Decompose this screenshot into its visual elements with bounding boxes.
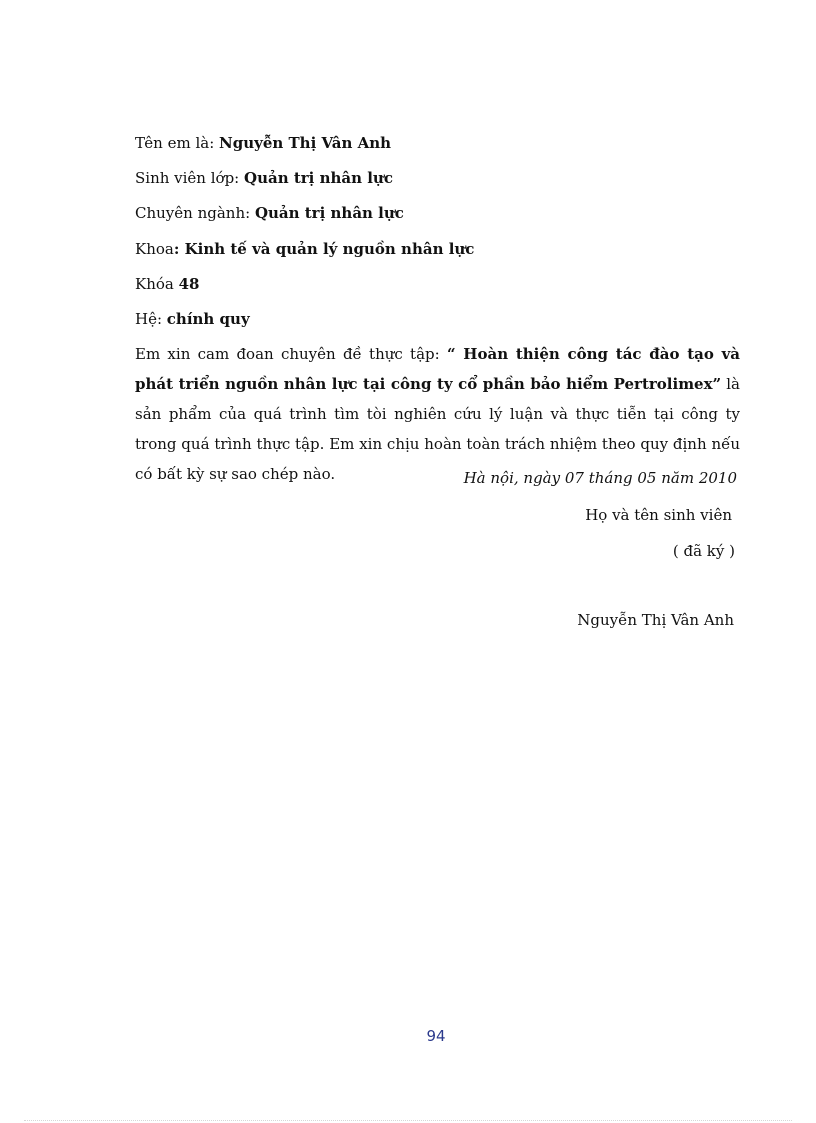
student-name-line (135, 133, 391, 153)
student-course-line (135, 274, 199, 294)
student-name-label: Tên em là: (135, 134, 220, 152)
signature-name: Nguyễn Thị Vân Anh (577, 611, 734, 629)
student-faculty-value: : Kinh tế và quản lý nguồn nhân lực (173, 240, 475, 258)
place-date: Hà nội, ngày 07 tháng 05 năm 2010 (463, 469, 737, 487)
signature-role: Họ và tên sinh viên (585, 506, 732, 524)
student-course-label: Khóa (135, 275, 179, 293)
student-system-value: chính quy (166, 310, 250, 328)
page-number: 94 (426, 1027, 446, 1045)
student-faculty-label: Khoa (135, 240, 174, 258)
student-course-value: 48 (178, 275, 200, 293)
declaration-rest: là sản phẩm của quá trình tìm tòi nghiên cứu lý luận và thực tiễn tại công ty trong quá trình thực tập. Em xin chịu hoàn toàn trách nhiệm theo quy định nếu có bất kỳ sự sao chép nào. (135, 375, 740, 483)
student-class-line (135, 168, 393, 188)
declaration-intro: Em xin cam đoan chuyên đề thực tập: (135, 345, 447, 363)
student-major-value: Quản trị nhân lực (254, 204, 404, 222)
topic-title: “ Hoàn thiện công tác đào tạo và phát triển nguồn nhân lực tại công ty cổ phần bảo hiểm Pertrolimex” (135, 345, 740, 393)
student-system-line (135, 309, 250, 329)
declaration-paragraph (135, 339, 740, 489)
student-system-label: Hệ: (135, 310, 167, 328)
student-major-label: Chuyên ngành: (135, 204, 255, 222)
student-name-value: Nguyễn Thị Vân Anh (219, 134, 392, 152)
signature-status: ( đã ký ) (672, 542, 735, 560)
footer-divider (24, 1120, 792, 1121)
student-major-line (135, 203, 404, 223)
student-class-label: Sinh viên lớp: (135, 169, 244, 187)
student-faculty-line (135, 239, 474, 259)
student-class-value: Quản trị nhân lực (244, 169, 393, 187)
